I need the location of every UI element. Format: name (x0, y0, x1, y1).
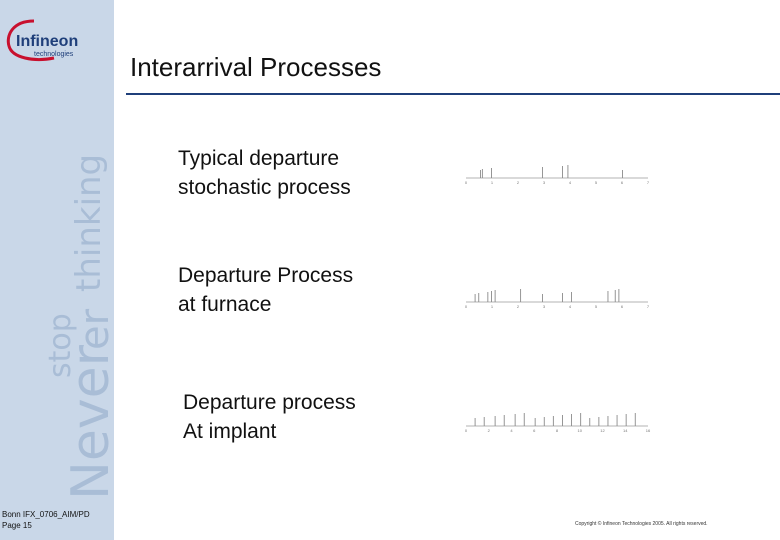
plot-tick-label: 14 (623, 428, 628, 433)
slide-title: Interarrival Processes (130, 52, 382, 82)
plot-tick-label: 6 (620, 304, 624, 309)
slogan-never: Never (61, 344, 121, 500)
slogan-stop: stop (43, 313, 78, 378)
plot-tick-label: 6 (533, 428, 536, 433)
plot-tick-label: 3 (542, 304, 546, 309)
section-2-label-line-1: Departure Process (178, 264, 354, 287)
section-3-label-line-1: Departure process (183, 391, 356, 414)
section-1-process-plot (462, 158, 652, 186)
plot-tick-label: 5 (594, 180, 598, 185)
section-1-label-line-1: Typical departure (178, 147, 340, 170)
plot-tick-label: 2 (516, 304, 520, 309)
logo-subtext: technologies (34, 51, 74, 58)
footer-code: Bonn IFX_0706_AIM/PD (2, 510, 90, 519)
plot-tick-label: 4 (568, 304, 572, 309)
plot-tick-label: 4 (568, 180, 572, 185)
section-3-label-line-2: At implant (183, 420, 277, 443)
section-2-process-plot (462, 282, 652, 310)
plot-tick-label: 1 (490, 180, 494, 185)
title-rule (126, 93, 780, 95)
plot-tick-label: 2 (516, 180, 520, 185)
section-1-label (178, 144, 351, 202)
section-2-label (178, 261, 353, 319)
plot-tick-label: 7 (646, 180, 650, 185)
section-1-label-line-2: stochastic process (178, 176, 351, 199)
plot-tick-label: 16 (645, 428, 651, 433)
section-3-process-plot (462, 406, 652, 434)
plot-tick-label: 5 (594, 304, 598, 309)
plot-tick-label: 0 (464, 304, 468, 309)
plot-tick-label: 7 (646, 304, 650, 309)
plot-tick-label: 8 (555, 428, 559, 433)
plot-tick-label: 10 (577, 428, 582, 433)
logo-wordmark: Infineon (16, 33, 79, 50)
section-2-label-line-2: at furnace (178, 293, 272, 316)
infineon-logo (4, 18, 96, 64)
slogan-thinking: thinking (69, 153, 109, 292)
slogan-graphic (0, 0, 121, 540)
plot-tick-label: 3 (542, 180, 546, 185)
plot-tick-label: 12 (600, 428, 605, 433)
plot-tick-label: 0 (464, 180, 468, 185)
sidebar (0, 0, 121, 540)
plot-tick-label: 0 (464, 428, 468, 433)
slogan-er: er (72, 308, 118, 350)
footer-left (2, 509, 90, 531)
footer-page: Page 15 (2, 521, 32, 530)
plot-tick-label: 2 (487, 428, 490, 433)
copyright-notice: Copyright © Infineon Technologies 2005. All rights reserved. (575, 521, 708, 527)
section-3-label (183, 388, 356, 446)
plot-tick-label: 4 (510, 428, 513, 433)
plot-tick-label: 1 (490, 304, 494, 309)
plot-tick-label: 6 (620, 180, 624, 185)
